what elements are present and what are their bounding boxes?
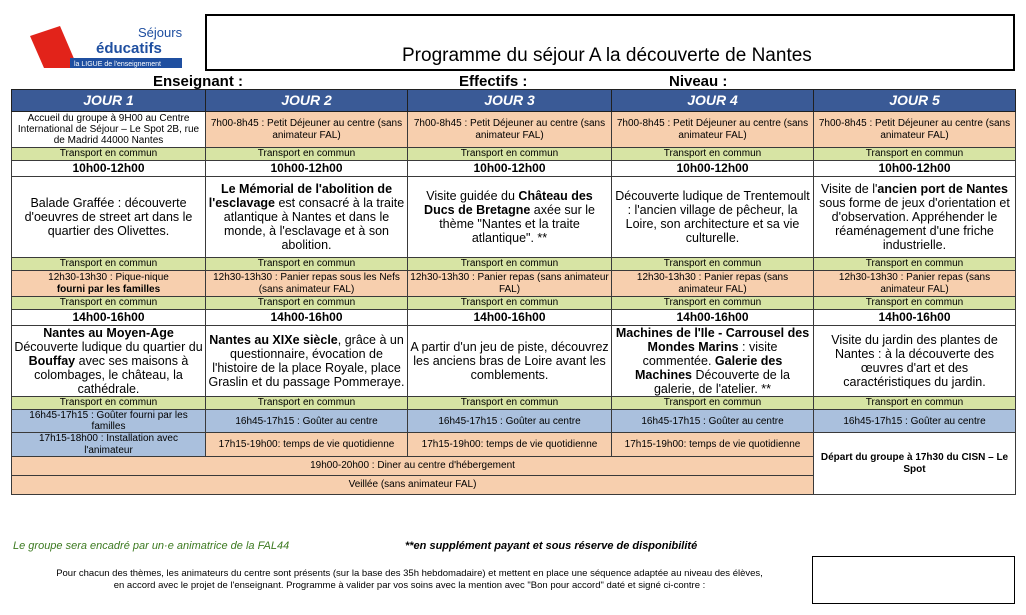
transport-cell: Transport en commun [206,397,408,410]
afternoon-time-row [12,310,1016,326]
day-header: JOUR 5 [814,90,1016,112]
transport-cell: Transport en commun [612,397,814,410]
lunch-cell: 12h30-13h30 : Panier repas (sans animateur FAL) [814,271,1016,297]
activity-text: avec ses maisons à colombages, le château, la cathédrale. [34,354,189,396]
logo-line2: éducatifs [96,40,162,57]
transport-cell: Transport en commun [814,397,1016,410]
diner-cell: 19h00-20h00 : Diner au centre d'hébergement [12,456,814,475]
transport-cell: Transport en commun [408,397,612,410]
days-header-row [12,90,1016,112]
vie-quotidienne-cell: 17h15-19h00: temps de vie quotidienne [206,433,408,456]
transport-row [12,148,1016,161]
gouter-cell: 16h45-17h15 : Goûter fourni par les familles [12,410,206,433]
breakfast-cell: 7h00-8h45 : Petit Déjeuner au centre (sans animateur FAL) [612,112,814,148]
time-cell: 10h00-12h00 [12,161,206,177]
gouter-cell: 16h45-17h15 : Goûter au centre [408,410,612,433]
activity-highlight: Machines de l'Ile - Carrousel des Mondes Marins [615,326,810,354]
evening-row [12,433,1016,456]
transport-cell: Transport en commun [814,297,1016,310]
gouter-cell: 16h45-17h15 : Goûter au centre [814,410,1016,433]
day-header: JOUR 1 [12,90,206,112]
installation-cell: 17h15-18h00 : Installation avec l'animateur [12,433,206,456]
page-title: Programme du séjour A la découverte de Nantes [402,45,812,66]
activity-text: Découverte de la galerie, de l'atelier. ** [653,368,790,396]
transport-cell: Transport en commun [408,258,612,271]
footer-text [12,568,807,592]
gouter-cell: 16h45-17h15 : Goûter au centre [206,410,408,433]
lunch-row [12,271,1016,297]
day-header: JOUR 4 [612,90,814,112]
time-cell: 14h00-16h00 [12,310,206,326]
supplement-note: **en supplément payant et sous réserve de disponibilité [405,540,698,552]
time-cell: 10h00-12h00 [814,161,1016,177]
transport-cell: Transport en commun [12,258,206,271]
time-cell: 14h00-16h00 [612,310,814,326]
logo-line3: la LIGUE de l'enseignement [74,61,161,68]
transport-cell: Transport en commun [206,148,408,161]
transport-row [12,258,1016,271]
title-box [205,14,1015,71]
time-cell: 14h00-16h00 [814,310,1016,326]
veillee-cell: Veillée (sans animateur FAL) [12,475,814,494]
breakfast-cell: 7h00-8h45 : Petit Déjeuner au centre (sans animateur FAL) [206,112,408,148]
activity-cell [206,326,408,397]
transport-cell: Transport en commun [408,148,612,161]
activity-cell: Découverte ludique de Trentemoult : l'ancien village de pêcheur, la Loire, son architecture et sa vie culturelle. [612,177,814,258]
activity-text: est consacré à la traite atlantique à Nantes et dans le monde, à l'esclavage et à son abolition. [223,196,405,252]
transport-row [12,297,1016,310]
lunch-text-bold: fourni par les familles [56,283,161,295]
activity-text: , grâce à un questionnaire, évocation de l'histoire de la place Royale, place Graslin et du passage Pommeraye. [208,333,405,389]
gouter-row [12,410,1016,433]
transport-cell: Transport en commun [206,258,408,271]
logo-line1: Séjours [138,25,183,40]
transport-cell: Transport en commun [612,258,814,271]
transport-cell: Transport en commun [814,258,1016,271]
time-cell: 10h00-12h00 [206,161,408,177]
lunch-cell: 12h30-13h30 : Panier repas (sans animateur FAL) [612,271,814,297]
lunch-text: 12h30-13h30 : Pique-nique [48,272,169,284]
activity-cell [206,177,408,258]
activity-text: Visite guidée du [426,189,519,203]
activity-cell: Balade Graffée : découverte d'oeuvres de street art dans le quartier des Olivettes. [12,177,206,258]
time-cell: 14h00-16h00 [408,310,612,326]
niveau-label: Niveau : [669,73,728,90]
depart-cell: Départ du groupe à 17h30 du CISN – Le Spot [814,433,1016,494]
afternoon-activity-row [12,326,1016,397]
activity-text: sous forme de jeux d'orientation et d'observation. Appréhender le réaménagement d'une friche industrielle. [819,196,1010,252]
sejours-educatifs-logo [30,24,190,70]
activity-highlight: Le Mémorial de l'abolition de l'esclavage [208,182,393,210]
breakfast-cell: 7h00-8h45 : Petit Déjeuner au centre (sans animateur FAL) [814,112,1016,148]
activity-cell [612,326,814,397]
day-header: JOUR 2 [206,90,408,112]
activity-highlight: Bouffay [28,354,76,368]
breakfast-row [12,112,1016,148]
lunch-cell: 12h30-13h30 : Panier repas (sans animateur FAL) [408,271,612,297]
activity-cell: Visite du jardin des plantes de Nantes : à la découverte des œuvres d'art et des caractéristiques du jardin. [814,326,1016,397]
gouter-cell: 16h45-17h15 : Goûter au centre [612,410,814,433]
activity-cell [408,177,612,258]
transport-cell: Transport en commun [612,148,814,161]
activity-text: Découverte ludique du quartier du [14,340,203,354]
supervision-note: Le groupe sera encadré par un·e animatrice de la FAL44 [13,540,290,552]
vie-quotidienne-cell: 17h15-19h00: temps de vie quotidienne [408,433,612,456]
breakfast-cell: 7h00-8h45 : Petit Déjeuner au centre (sans animateur FAL) [408,112,612,148]
day-header: JOUR 3 [408,90,612,112]
footer-line: en accord avec le projet de l'enseignant. Programme à valider par vos soins avec la mention avec "Bon pour accord" daté et signé ci-contre : [113,579,706,591]
transport-cell: Transport en commun [12,297,206,310]
time-cell: 14h00-16h00 [206,310,408,326]
lunch-cell: 12h30-13h30 : Panier repas sous les Nefs (sans animateur FAL) [206,271,408,297]
transport-cell: Transport en commun [12,148,206,161]
activity-cell [814,177,1016,258]
arrival-cell: Accueil du groupe à 9H00 au Centre International de Séjour – Le Spot 2B, rue de Madrid 44000 Nantes [12,112,206,148]
activity-cell [12,326,206,397]
activity-highlight: ancien port de Nantes [877,182,1008,196]
transport-row [12,397,1016,410]
activity-highlight: Galerie des Machines [635,354,783,382]
morning-activity-row [12,177,1016,258]
effectifs-label: Effectifs : [459,73,528,90]
footer-line: Pour chacun des thèmes, les animateurs du centre sont présents (sur la base des 35h hebdomadaire) et mettent en place une séquence adaptée au niveau des élèves, [56,568,763,579]
activity-text: axée sur le thème "Nantes et la traite atlantique". ** [439,203,595,245]
programme-table [11,89,1016,495]
transport-cell: Transport en commun [206,297,408,310]
activity-text: : visite commentée. [642,340,778,368]
time-cell: 10h00-12h00 [612,161,814,177]
activity-highlight: Nantes au Moyen-Age [43,326,174,340]
morning-time-row [12,161,1016,177]
vie-quotidienne-cell: 17h15-19h00: temps de vie quotidienne [612,433,814,456]
activity-text: Visite de l' [821,182,878,196]
time-cell: 10h00-12h00 [408,161,612,177]
activity-highlight: Nantes au XIXe siècle [209,333,338,347]
activity-cell: A partir d'un jeu de piste, découvrez les anciens bras de Loire avant les comblements. [408,326,612,397]
transport-cell: Transport en commun [814,148,1016,161]
enseignant-label: Enseignant : [153,73,244,90]
transport-cell: Transport en commun [612,297,814,310]
signature-box [812,556,1015,604]
transport-cell: Transport en commun [12,397,206,410]
transport-cell: Transport en commun [408,297,612,310]
lunch-cell [12,271,206,297]
activity-highlight: Château des Ducs de Bretagne [424,189,593,217]
